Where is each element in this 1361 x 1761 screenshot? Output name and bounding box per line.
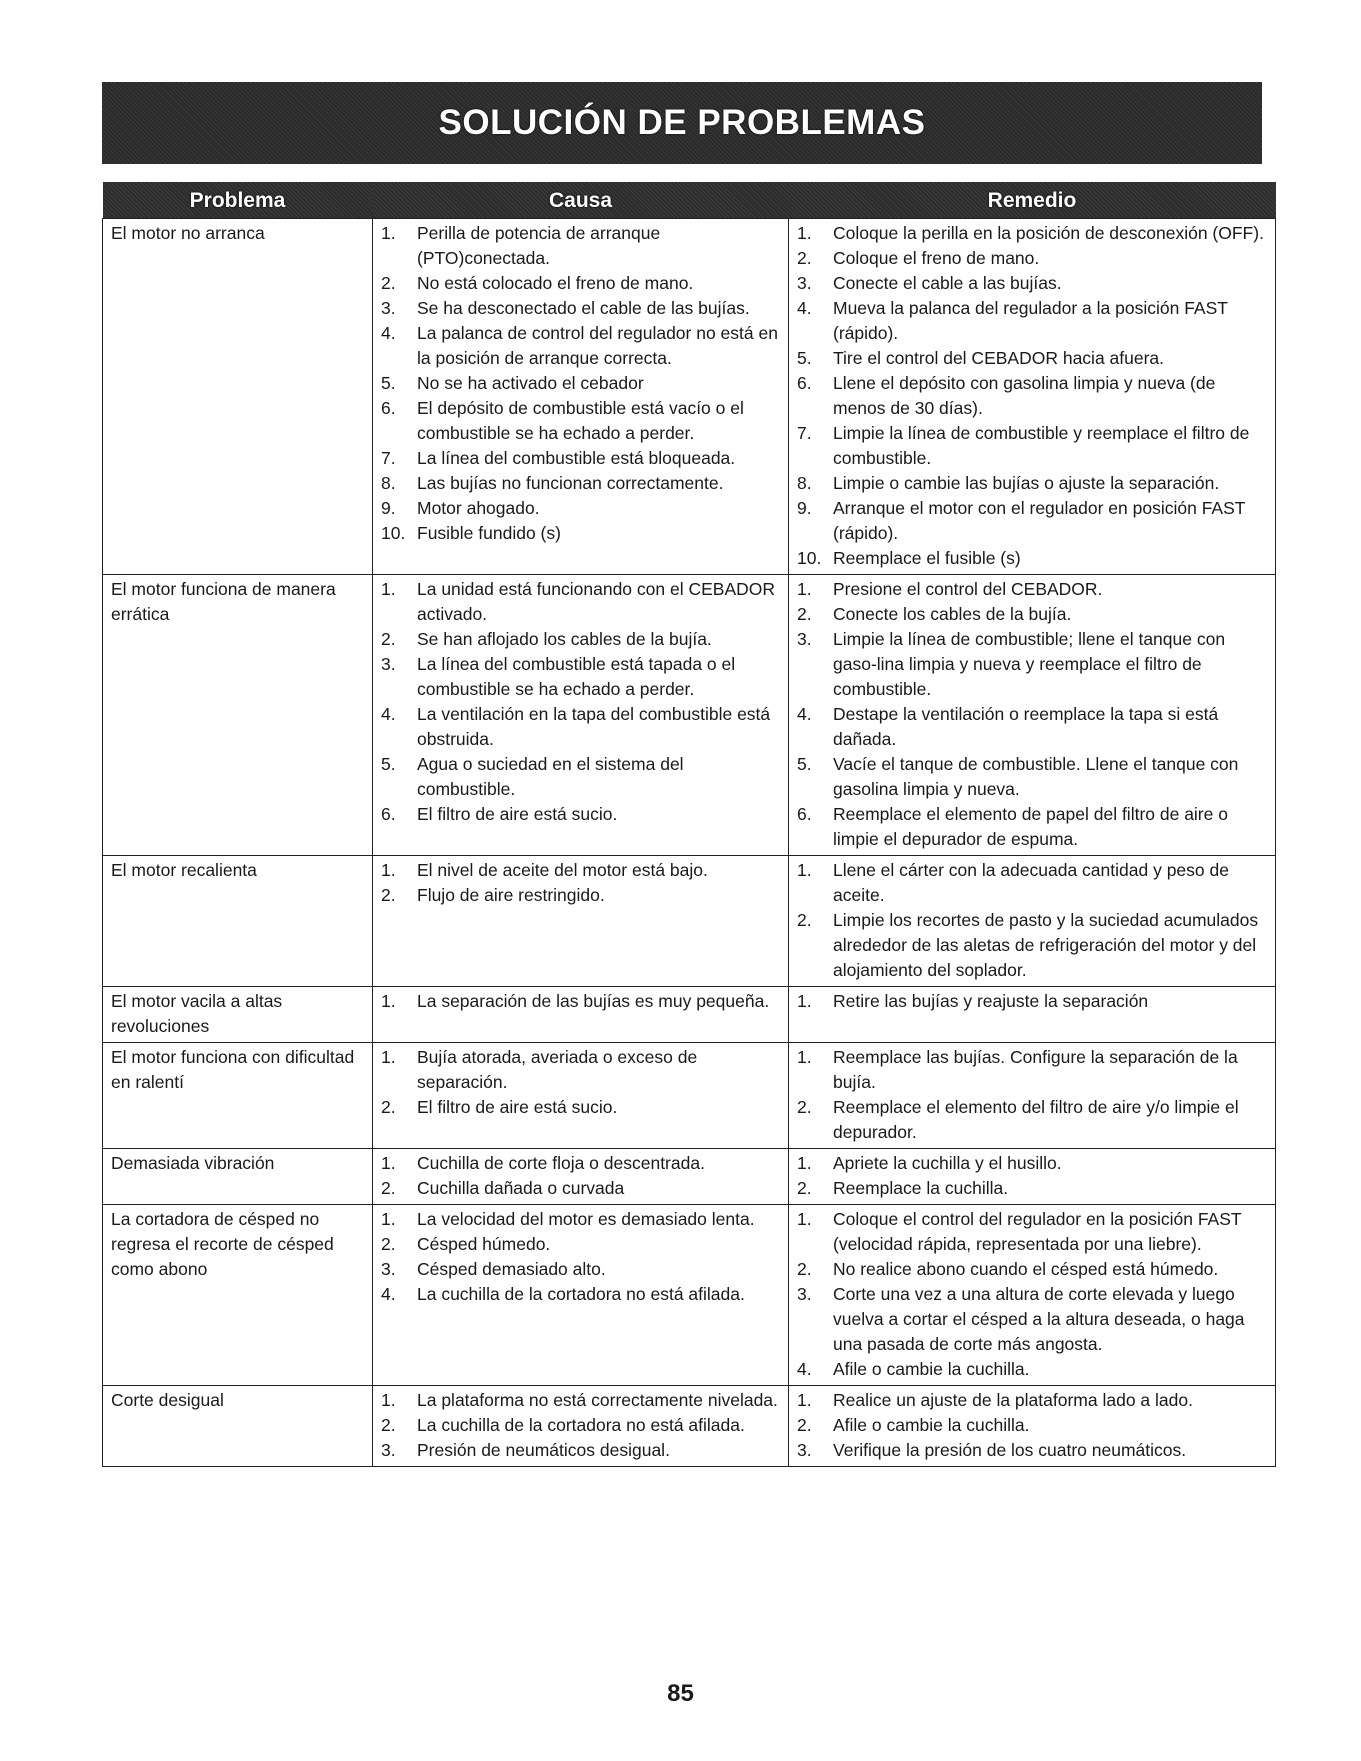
cause-cell	[373, 575, 789, 856]
cause-number: 1.	[381, 1153, 396, 1173]
cause-number: 2.	[381, 885, 396, 905]
remedy-text: Llene el cárter con la adecuada cantidad y peso de aceite.	[833, 860, 1229, 905]
remedy-item	[797, 371, 1269, 421]
problem-cell	[103, 575, 373, 856]
problem-cell	[103, 1205, 373, 1386]
page-title: SOLUCIÓN DE PROBLEMAS	[438, 103, 926, 142]
cause-number: 3.	[381, 298, 396, 318]
remedy-list	[797, 989, 1269, 1014]
remedy-item	[797, 1438, 1269, 1463]
cause-text: La separación de las bujías es muy pequeña.	[417, 991, 770, 1011]
remedy-text: Coloque la perilla en la posición de desconexión (OFF).	[833, 223, 1264, 243]
cause-item	[381, 221, 782, 271]
remedy-item	[797, 1282, 1269, 1357]
problem-text: El motor recalienta	[111, 860, 257, 880]
remedy-text: Limpie la línea de combustible y reemplace el filtro de combustible.	[833, 423, 1250, 468]
table-row	[103, 1149, 1276, 1205]
cause-item	[381, 702, 782, 752]
remedy-text: Realice un ajuste de la plataforma lado a lado.	[833, 1390, 1193, 1410]
cause-number: 9.	[381, 498, 396, 518]
cause-text: Césped húmedo.	[417, 1234, 551, 1254]
remedy-number: 1.	[797, 860, 812, 880]
remedy-text: Coloque el control del regulador en la posición FAST (velocidad rápida, representada por una liebre).	[833, 1209, 1242, 1254]
remedy-text: Limpie la línea de combustible; llene el tanque con gaso-lina limpia y nueva y reemplace el filtro de combustible.	[833, 629, 1226, 699]
remedy-list	[797, 1151, 1269, 1201]
remedy-item	[797, 271, 1269, 296]
cause-item	[381, 1282, 782, 1307]
remedy-number: 2.	[797, 604, 812, 624]
problem-text: El motor funciona de manera errática	[111, 579, 336, 624]
cause-number: 5.	[381, 754, 396, 774]
cause-item	[381, 1413, 782, 1438]
cause-item	[381, 1045, 782, 1095]
remedy-list	[797, 1388, 1269, 1463]
cause-list	[381, 221, 782, 546]
remedy-number: 4.	[797, 704, 812, 724]
cause-number: 4.	[381, 323, 396, 343]
remedy-text: Corte una vez a una altura de corte elevada y luego vuelva a cortar el césped a la altura deseada, o haga una pasada de corte más angosta.	[833, 1284, 1245, 1354]
cause-text: No se ha activado el cebador	[417, 373, 644, 393]
cause-text: Se han aflojado los cables de la bujía.	[417, 629, 712, 649]
remedy-item	[797, 1388, 1269, 1413]
cause-item	[381, 858, 782, 883]
remedy-number: 1.	[797, 1047, 812, 1067]
cause-text: La unidad está funcionando con el CEBADOR activado.	[417, 579, 776, 624]
remedy-item	[797, 496, 1269, 546]
remedy-cell	[789, 1149, 1276, 1205]
cause-cell	[373, 1043, 789, 1149]
remedy-item	[797, 1176, 1269, 1201]
cause-number: 4.	[381, 1284, 396, 1304]
table-row	[103, 1386, 1276, 1467]
remedy-text: Afile o cambie la cuchilla.	[833, 1415, 1030, 1435]
remedy-cell	[789, 856, 1276, 987]
remedy-text: Presione el control del CEBADOR.	[833, 579, 1103, 599]
remedy-number: 1.	[797, 1153, 812, 1173]
remedy-item	[797, 221, 1269, 246]
cause-text: Bujía atorada, averiada o exceso de separación.	[417, 1047, 698, 1092]
remedy-text: Limpie o cambie las bujías o ajuste la separación.	[833, 473, 1220, 493]
cause-item	[381, 1232, 782, 1257]
cause-cell	[373, 1386, 789, 1467]
problem-cell	[103, 856, 373, 987]
cause-number: 2.	[381, 629, 396, 649]
remedy-text: Conecte los cables de la bujía.	[833, 604, 1072, 624]
remedy-text: Llene el depósito con gasolina limpia y nueva (de menos de 30 días).	[833, 373, 1216, 418]
remedy-text: Afile o cambie la cuchilla.	[833, 1359, 1030, 1379]
remedy-cell	[789, 987, 1276, 1043]
remedy-item	[797, 246, 1269, 271]
problem-text: Demasiada vibración	[111, 1153, 275, 1173]
cause-number: 4.	[381, 704, 396, 724]
remedy-number: 2.	[797, 248, 812, 268]
cause-text: La cuchilla de la cortadora no está afilada.	[417, 1415, 745, 1435]
cause-item	[381, 471, 782, 496]
remedy-list	[797, 1207, 1269, 1382]
cause-number: 7.	[381, 448, 396, 468]
cause-text: Agua o suciedad en el sistema del combustible.	[417, 754, 684, 799]
remedy-item	[797, 908, 1269, 983]
cause-text: El depósito de combustible está vacío o el combustible se ha echado a perder.	[417, 398, 744, 443]
cause-cell	[373, 1149, 789, 1205]
remedy-list	[797, 577, 1269, 852]
remedy-number: 1.	[797, 1390, 812, 1410]
cause-number: 2.	[381, 1415, 396, 1435]
cause-item	[381, 1151, 782, 1176]
cause-list	[381, 1045, 782, 1120]
cause-text: La cuchilla de la cortadora no está afilada.	[417, 1284, 745, 1304]
remedy-cell	[789, 1386, 1276, 1467]
remedy-number: 2.	[797, 910, 812, 930]
remedy-text: Destape la ventilación o reemplace la tapa si está dañada.	[833, 704, 1219, 749]
cause-number: 6.	[381, 804, 396, 824]
cause-text: La línea del combustible está tapada o el combustible se ha echado a perder.	[417, 654, 736, 699]
cause-item	[381, 1207, 782, 1232]
problem-text: El motor funciona con dificultad en ralentí	[111, 1047, 355, 1092]
problem-cell	[103, 987, 373, 1043]
cause-number: 1.	[381, 1209, 396, 1229]
remedy-item	[797, 802, 1269, 852]
remedy-number: 4.	[797, 1359, 812, 1379]
cause-list	[381, 1388, 782, 1463]
cause-cell	[373, 987, 789, 1043]
remedy-item	[797, 627, 1269, 702]
cause-item	[381, 1176, 782, 1201]
remedy-item	[797, 546, 1269, 571]
cause-number: 8.	[381, 473, 396, 493]
cause-text: La palanca de control del regulador no está en la posición de arranque correcta.	[417, 323, 778, 368]
title-banner	[102, 82, 1262, 164]
remedy-number: 5.	[797, 348, 812, 368]
cause-cell	[373, 856, 789, 987]
remedy-item	[797, 1151, 1269, 1176]
remedy-text: Coloque el freno de mano.	[833, 248, 1040, 268]
table-header-row	[103, 182, 1276, 219]
cause-item	[381, 883, 782, 908]
table-body	[103, 219, 1276, 1467]
remedy-list	[797, 1045, 1269, 1145]
remedy-number: 6.	[797, 373, 812, 393]
remedy-text: Limpie los recortes de pasto y la suciedad acumulados alrededor de las aletas de refrigeración del motor y del alojamiento del soplador.	[833, 910, 1259, 980]
cause-item	[381, 1388, 782, 1413]
cause-number: 3.	[381, 1440, 396, 1460]
cause-number: 6.	[381, 398, 396, 418]
remedy-item	[797, 577, 1269, 602]
remedy-text: Conecte el cable a las bujías.	[833, 273, 1062, 293]
problem-cell	[103, 1043, 373, 1149]
remedy-cell	[789, 575, 1276, 856]
cause-number: 1.	[381, 860, 396, 880]
remedy-item	[797, 1095, 1269, 1145]
cause-item	[381, 1095, 782, 1120]
remedy-text: Tire el control del CEBADOR hacia afuera.	[833, 348, 1165, 368]
remedy-text: Reemplace el elemento del filtro de aire y/o limpie el depurador.	[833, 1097, 1239, 1142]
cause-number: 3.	[381, 654, 396, 674]
cause-number: 1.	[381, 579, 396, 599]
remedy-item	[797, 989, 1269, 1014]
cause-item	[381, 802, 782, 827]
cause-item	[381, 577, 782, 627]
cause-item	[381, 446, 782, 471]
remedy-item	[797, 1045, 1269, 1095]
remedy-item	[797, 752, 1269, 802]
remedy-number: 2.	[797, 1097, 812, 1117]
cause-text: El filtro de aire está sucio.	[417, 1097, 618, 1117]
remedy-item	[797, 1257, 1269, 1282]
cause-item	[381, 371, 782, 396]
cause-item	[381, 627, 782, 652]
remedy-text: Reemplace la cuchilla.	[833, 1178, 1009, 1198]
cause-item	[381, 321, 782, 371]
remedy-number: 8.	[797, 473, 812, 493]
cause-item	[381, 396, 782, 446]
remedy-text: Retire las bujías y reajuste la separación	[833, 991, 1149, 1011]
cause-text: El filtro de aire está sucio.	[417, 804, 618, 824]
header-cause: Causa	[373, 182, 789, 219]
cause-number: 2.	[381, 1097, 396, 1117]
remedy-number: 9.	[797, 498, 812, 518]
remedy-item	[797, 471, 1269, 496]
cause-number: 10.	[381, 523, 406, 543]
cause-number: 3.	[381, 1259, 396, 1279]
remedy-number: 3.	[797, 273, 812, 293]
remedy-text: Vacíe el tanque de combustible. Llene el tanque con gasolina limpia y nueva.	[833, 754, 1239, 799]
remedy-number: 2.	[797, 1259, 812, 1279]
problem-text: Corte desigual	[111, 1390, 224, 1410]
remedy-item	[797, 858, 1269, 908]
cause-list	[381, 1151, 782, 1201]
cause-cell	[373, 1205, 789, 1386]
cause-number: 2.	[381, 273, 396, 293]
remedy-number: 1.	[797, 579, 812, 599]
remedy-text: Reemplace el fusible (s)	[833, 548, 1021, 568]
cause-text: La plataforma no está correctamente nivelada.	[417, 1390, 778, 1410]
remedy-list	[797, 221, 1269, 571]
table-row	[103, 987, 1276, 1043]
cause-item	[381, 752, 782, 802]
remedy-text: Verifique la presión de los cuatro neumáticos.	[833, 1440, 1187, 1460]
cause-item	[381, 296, 782, 321]
remedy-number: 7.	[797, 423, 812, 443]
cause-text: El nivel de aceite del motor está bajo.	[417, 860, 708, 880]
remedy-text: Reemplace el elemento de papel del filtro de aire o limpie el depurador de espuma.	[833, 804, 1228, 849]
remedy-number: 2.	[797, 1415, 812, 1435]
page-number: 85	[667, 1680, 694, 1707]
remedy-number: 3.	[797, 1284, 812, 1304]
cause-number: 2.	[381, 1178, 396, 1198]
remedy-text: Arranque el motor con el regulador en posición FAST (rápido).	[833, 498, 1246, 543]
header-problem: Problema	[103, 182, 373, 219]
remedy-text: No realice abono cuando el césped está húmedo.	[833, 1259, 1219, 1279]
problem-cell	[103, 1149, 373, 1205]
cause-text: Se ha desconectado el cable de las bujías.	[417, 298, 750, 318]
cause-text: Perilla de potencia de arranque (PTO)conectada.	[417, 223, 661, 268]
remedy-item	[797, 702, 1269, 752]
cause-text: Césped demasiado alto.	[417, 1259, 606, 1279]
table-row	[103, 856, 1276, 987]
cause-number: 1.	[381, 1047, 396, 1067]
cause-item	[381, 271, 782, 296]
problem-text: El motor no arranca	[111, 223, 265, 243]
cause-number: 1.	[381, 1390, 396, 1410]
cause-list	[381, 989, 782, 1014]
remedy-number: 3.	[797, 1440, 812, 1460]
remedy-number: 1.	[797, 991, 812, 1011]
cause-text: La ventilación en la tapa del combustible está obstruida.	[417, 704, 771, 749]
cause-text: La línea del combustible está bloqueada.	[417, 448, 736, 468]
cause-text: Las bujías no funcionan correctamente.	[417, 473, 724, 493]
table-row	[103, 1205, 1276, 1386]
cause-number: 5.	[381, 373, 396, 393]
troubleshooting-table	[102, 182, 1276, 1467]
cause-text: Fusible fundido (s)	[417, 523, 561, 543]
cause-text: No está colocado el freno de mano.	[417, 273, 694, 293]
remedy-number: 1.	[797, 223, 812, 243]
problem-text: La cortadora de césped no regresa el recorte de césped como abono	[111, 1209, 334, 1279]
cause-list	[381, 858, 782, 908]
cause-text: Cuchilla de corte floja o descentrada.	[417, 1153, 705, 1173]
remedy-cell	[789, 1205, 1276, 1386]
remedy-item	[797, 602, 1269, 627]
cause-text: Flujo de aire restringido.	[417, 885, 605, 905]
remedy-item	[797, 296, 1269, 346]
remedy-number: 2.	[797, 1178, 812, 1198]
cause-text: La velocidad del motor es demasiado lenta.	[417, 1209, 755, 1229]
table-row	[103, 219, 1276, 575]
remedy-text: Apriete la cuchilla y el husillo.	[833, 1153, 1062, 1173]
cause-list	[381, 1207, 782, 1307]
remedy-cell	[789, 219, 1276, 575]
cause-item	[381, 521, 782, 546]
remedy-list	[797, 858, 1269, 983]
remedy-cell	[789, 1043, 1276, 1149]
remedy-item	[797, 1413, 1269, 1438]
remedy-number: 5.	[797, 754, 812, 774]
cause-item	[381, 652, 782, 702]
cause-number: 2.	[381, 1234, 396, 1254]
cause-item	[381, 989, 782, 1014]
problem-cell	[103, 1386, 373, 1467]
cause-list	[381, 577, 782, 827]
remedy-item	[797, 421, 1269, 471]
cause-text: Motor ahogado.	[417, 498, 540, 518]
table-row	[103, 575, 1276, 856]
cause-text: Cuchilla dañada o curvada	[417, 1178, 625, 1198]
cause-number: 1.	[381, 991, 396, 1011]
remedy-number: 6.	[797, 804, 812, 824]
cause-number: 1.	[381, 223, 396, 243]
remedy-item	[797, 1207, 1269, 1257]
remedy-text: Mueva la palanca del regulador a la posición FAST (rápido).	[833, 298, 1228, 343]
problem-cell	[103, 219, 373, 575]
cause-text: Presión de neumáticos desigual.	[417, 1440, 670, 1460]
table-row	[103, 1043, 1276, 1149]
remedy-text: Reemplace las bujías. Configure la separación de la bujía.	[833, 1047, 1238, 1092]
cause-item	[381, 496, 782, 521]
cause-cell	[373, 219, 789, 575]
remedy-number: 1.	[797, 1209, 812, 1229]
remedy-number: 4.	[797, 298, 812, 318]
remedy-number: 10.	[797, 548, 822, 568]
remedy-number: 3.	[797, 629, 812, 649]
remedy-item	[797, 1357, 1269, 1382]
cause-item	[381, 1438, 782, 1463]
header-remedy: Remedio	[789, 182, 1276, 219]
remedy-item	[797, 346, 1269, 371]
cause-item	[381, 1257, 782, 1282]
problem-text: El motor vacila a altas revoluciones	[111, 991, 283, 1036]
